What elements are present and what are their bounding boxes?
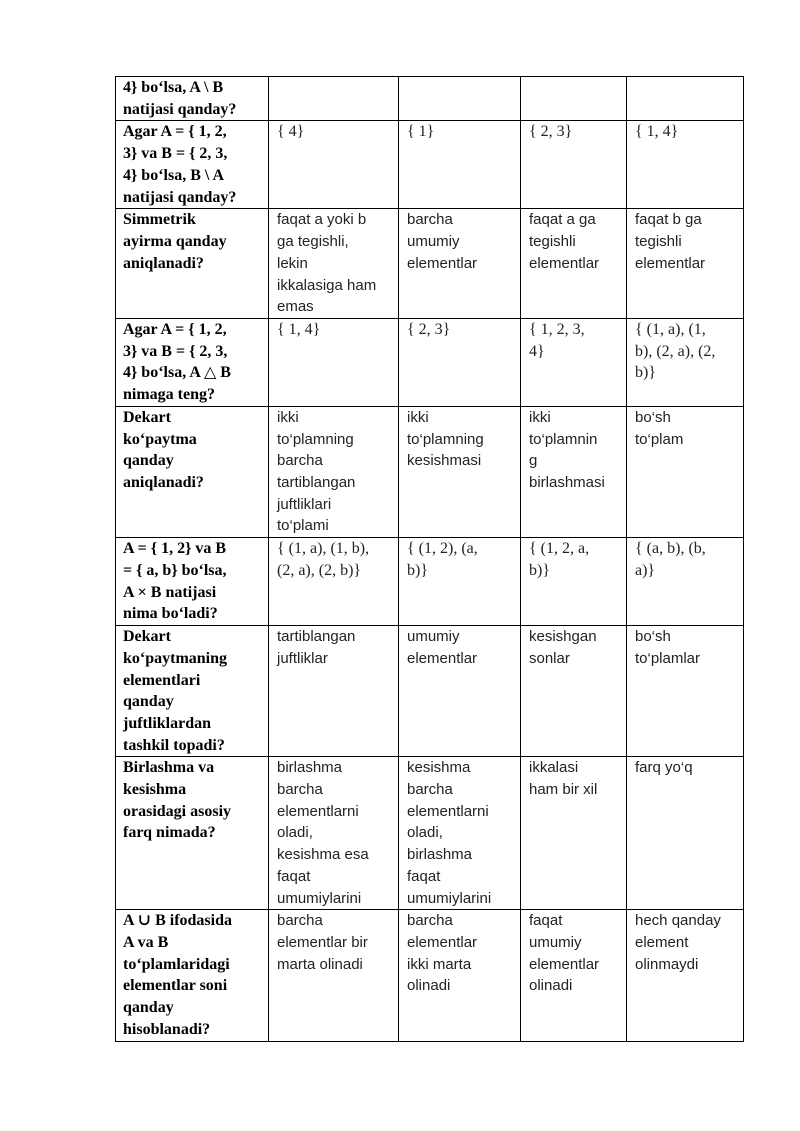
option-cell-4: { (a, b), (b, a)} [627, 538, 744, 626]
option-cell-4: { 1, 4} [627, 121, 744, 209]
option-cell-3: faqat a ga tegishli elementlar [521, 209, 627, 319]
option-cell-3: ikki to‘plamnin g birlashmasi [521, 406, 627, 537]
question-cell: A ∪ B ifodasida A va B to‘plamlaridagi elementlar soni qanday hisoblanadi? [116, 910, 269, 1041]
question-cell: Dekart ko‘paytma qanday aniqlanadi? [116, 406, 269, 537]
option-cell-2: { (1, 2), (a, b)} [399, 538, 521, 626]
table-row [116, 538, 744, 626]
option-cell-2: { 2, 3} [399, 318, 521, 406]
option-cell-2: umumiy elementlar [399, 626, 521, 757]
table-row [116, 209, 744, 319]
option-cell-2: kesishma barcha elementlarni oladi, birlashma faqat umumiylarini [399, 757, 521, 910]
question-cell: Agar A = { 1, 2, 3} va B = { 2, 3, 4} bo‘lsa, B \ A natijasi qanday? [116, 121, 269, 209]
table-row [116, 318, 744, 406]
question-cell: Simmetrik ayirma qanday aniqlanadi? [116, 209, 269, 319]
option-cell-3 [521, 77, 627, 121]
option-cell-3: faqat umumiy elementlar olinadi [521, 910, 627, 1041]
option-cell-2: { 1} [399, 121, 521, 209]
option-cell-1: faqat a yoki b ga tegishli, lekin ikkalasiga ham emas [269, 209, 399, 319]
quiz-table [115, 76, 744, 1042]
question-cell: Agar A = { 1, 2, 3} va B = { 2, 3, 4} bo‘lsa, A △ B nimaga teng? [116, 318, 269, 406]
option-cell-1: barcha elementlar bir marta olinadi [269, 910, 399, 1041]
option-cell-4: bo‘sh to‘plamlar [627, 626, 744, 757]
table-row [116, 910, 744, 1041]
option-cell-3: { (1, 2, a, b)} [521, 538, 627, 626]
question-cell: Birlashma va kesishma orasidagi asosiy farq nimada? [116, 757, 269, 910]
table-row [116, 406, 744, 537]
table-row [116, 757, 744, 910]
option-cell-1: tartiblangan juftliklar [269, 626, 399, 757]
option-cell-1: ikki to‘plamning barcha tartiblangan juftliklari to‘plami [269, 406, 399, 537]
table-row [116, 121, 744, 209]
option-cell-3: { 2, 3} [521, 121, 627, 209]
option-cell-4: farq yo‘q [627, 757, 744, 910]
option-cell-1: birlashma barcha elementlarni oladi, kesishma esa faqat umumiylarini [269, 757, 399, 910]
option-cell-1: { (1, a), (1, b), (2, a), (2, b)} [269, 538, 399, 626]
option-cell-2: barcha elementlar ikki marta olinadi [399, 910, 521, 1041]
question-cell: 4} bo‘lsa, A \ B natijasi qanday? [116, 77, 269, 121]
option-cell-4: faqat b ga tegishli elementlar [627, 209, 744, 319]
option-cell-2: barcha umumiy elementlar [399, 209, 521, 319]
table-row [116, 626, 744, 757]
option-cell-4: bo‘sh to‘plam [627, 406, 744, 537]
option-cell-1: { 4} [269, 121, 399, 209]
option-cell-3: kesishgan sonlar [521, 626, 627, 757]
option-cell-4: hech qanday element olinmaydi [627, 910, 744, 1041]
option-cell-3: ikkalasi ham bir xil [521, 757, 627, 910]
option-cell-2 [399, 77, 521, 121]
option-cell-4: { (1, a), (1, b), (2, a), (2, b)} [627, 318, 744, 406]
option-cell-2: ikki to‘plamning kesishmasi [399, 406, 521, 537]
option-cell-4 [627, 77, 744, 121]
option-cell-3: { 1, 2, 3, 4} [521, 318, 627, 406]
option-cell-1 [269, 77, 399, 121]
table-row [116, 77, 744, 121]
question-cell: A = { 1, 2} va B = { a, b} bo‘lsa, A × B natijasi nima bo‘ladi? [116, 538, 269, 626]
question-cell: Dekart ko‘paytmaning elementlari qanday juftliklardan tashkil topadi? [116, 626, 269, 757]
option-cell-1: { 1, 4} [269, 318, 399, 406]
